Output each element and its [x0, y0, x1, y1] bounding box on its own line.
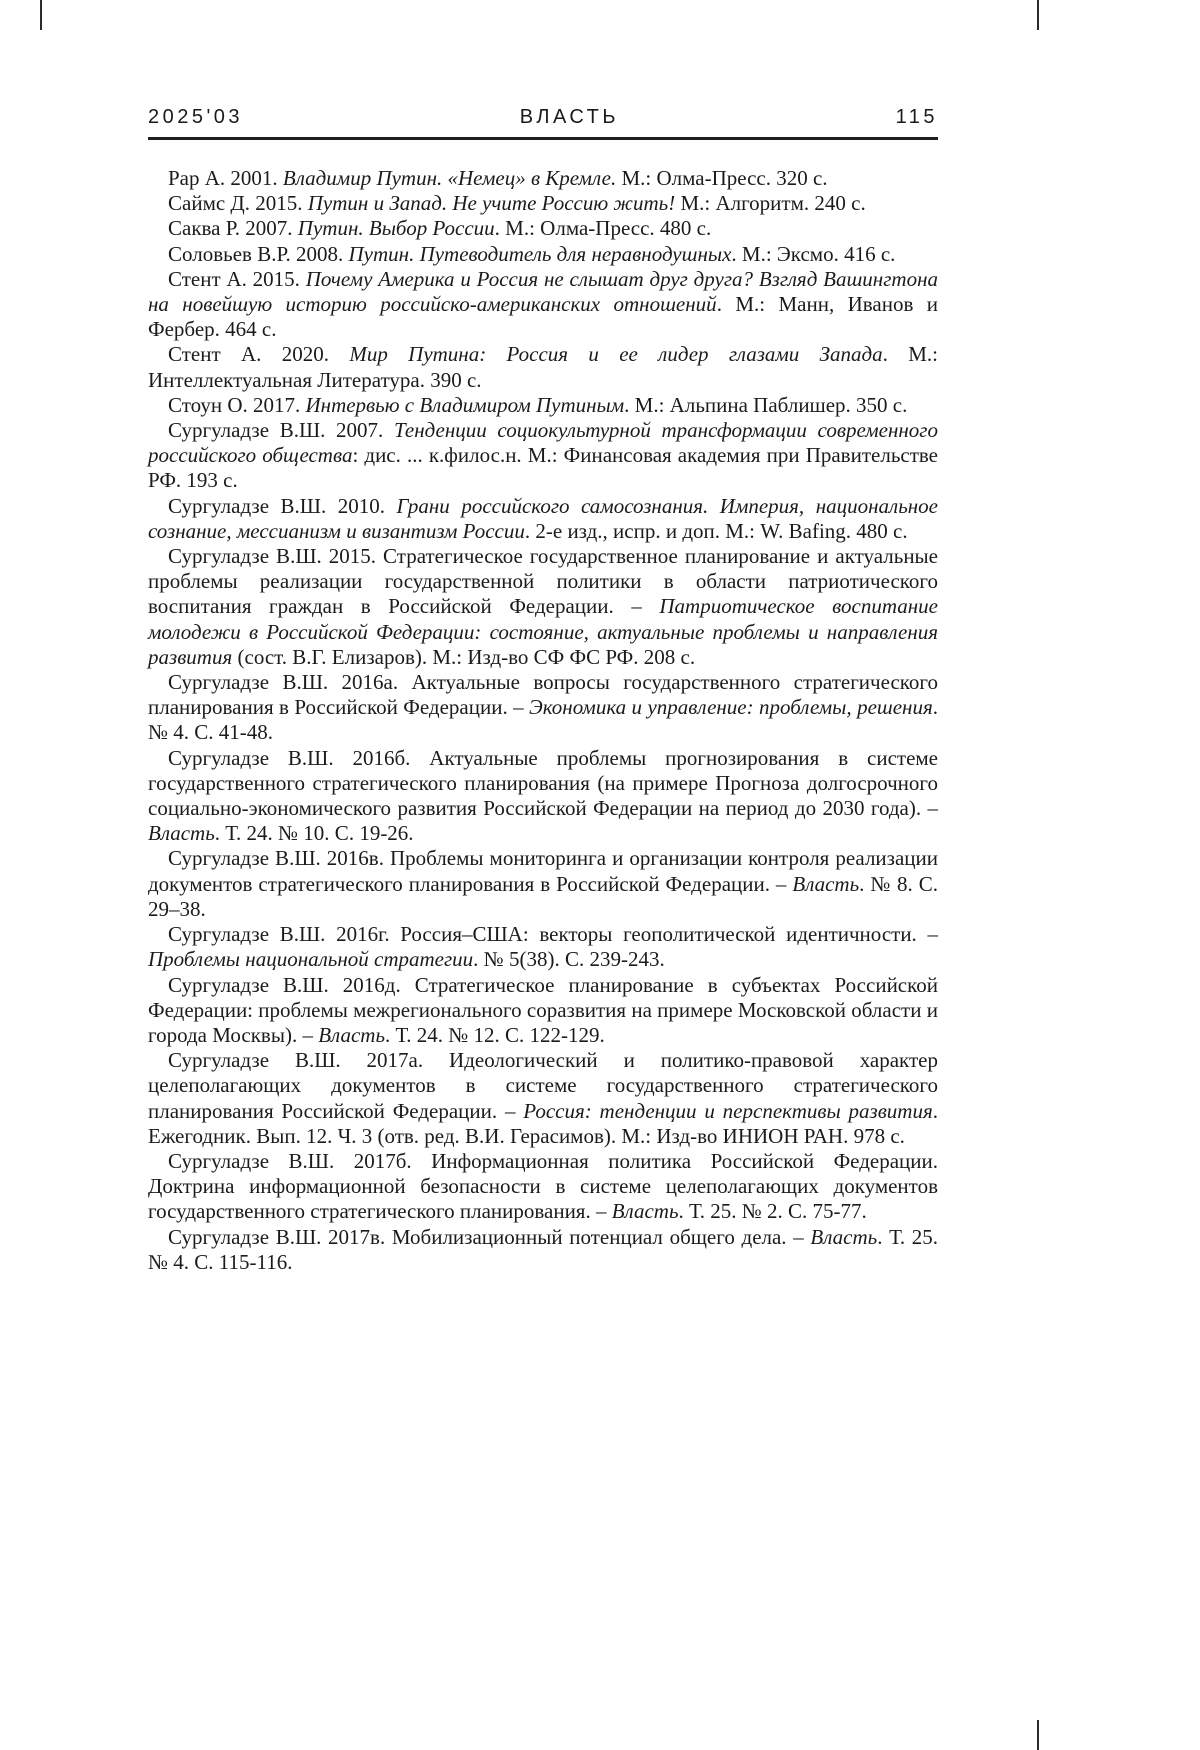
- reference-title-italic: Мир Путина: Россия и ее лидер глазами Запада: [349, 342, 883, 367]
- reference-title-italic: Владимир Путин. «Немец» в Кремле.: [282, 166, 617, 190]
- reference-title-italic: Интервью с Владимиром Путиным: [305, 392, 625, 417]
- reference-text: М.: Алгоритм. 240 с.: [675, 191, 866, 216]
- reference-text: . М.: Интеллектуальная Литература. 390 с.: [148, 342, 938, 392]
- reference-text: Сургуладзе В.Ш. 2010.: [168, 493, 397, 518]
- journal-title: ВЛАСТЬ: [519, 106, 619, 128]
- reference-text: Сургуладзе В.Ш. 2007.: [168, 418, 394, 443]
- crop-mark-top-left: [40, 0, 42, 30]
- reference-text: . Т. 24. № 12. С. 122-129.: [385, 1022, 605, 1047]
- reference-entry: [148, 1225, 938, 1275]
- reference-title-italic: Власть: [810, 1224, 878, 1249]
- reference-text: Сургуладзе В.Ш. 2017а. Идеологический и политико-правовой характер целеполагающих документов в системе государственного стратегического планирования Российской Федерации. –: [148, 1048, 938, 1123]
- reference-title-italic: Власть: [611, 1199, 679, 1224]
- reference-title-italic: Путин и Запад. Не учите Россию жить!: [307, 191, 676, 216]
- reference-title-italic: Власть: [792, 871, 860, 896]
- reference-text: Сургуладзе В.Ш. 2016б. Актуальные проблемы прогнозирования в системе государственного стратегического планирования (на примере Прогноза долгосрочного социально-экономического развития Российской Федерации на период до 2030 года). –: [148, 745, 938, 821]
- reference-entry: [148, 846, 938, 922]
- running-head: [148, 106, 938, 140]
- reference-text: . № 4. С. 41-48.: [148, 695, 938, 745]
- reference-entry: [148, 191, 938, 216]
- reference-text: . Ежегодник. Вып. 12. Ч. 3 (отв. ред. В.И. Герасимов). М.: Изд-во ИНИОН РАН. 978 с.: [148, 1098, 938, 1148]
- reference-title-italic: Проблемы национальной стратегии: [148, 947, 474, 972]
- reference-entry: [148, 267, 938, 343]
- reference-entry: [148, 544, 938, 670]
- crop-mark-bottom-right: [1037, 1720, 1039, 1750]
- reference-text: . М.: Альпина Паблишер. 350 с.: [624, 392, 908, 417]
- reference-text: Сургуладзе В.Ш. 2016в. Проблемы мониторинга и организации контроля реализации документов стратегического планирования в Российской Федерации. –: [148, 846, 938, 896]
- reference-text: . Т. 25. № 4. С. 115-116.: [148, 1224, 938, 1274]
- page-number: 115: [895, 106, 938, 128]
- reference-text: Рар А. 2001.: [168, 166, 283, 190]
- reference-text: . 2-е изд., испр. и доп. М.: W. Bafing. 480 с.: [524, 518, 908, 543]
- reference-title-italic: Россия: тенденции и перспективы развития: [523, 1098, 933, 1123]
- reference-text: Саймс Д. 2015.: [168, 191, 308, 216]
- reference-text: Саква Р. 2007.: [168, 216, 298, 241]
- reference-title-italic: Экономика и управление: проблемы, решения: [529, 695, 933, 720]
- reference-title-italic: Патриотическое воспитание молодежи в Российской Федерации: состояние, актуальные проблемы и направления развития: [148, 594, 938, 669]
- reference-text: . М.: Манн, Иванов и Фербер. 464 с.: [148, 292, 939, 342]
- reference-title-italic: Грани российского самосознания. Империя, национальное сознание, мессианизм и византизм России: [148, 493, 938, 543]
- references-list: [148, 166, 938, 1275]
- reference-text: . № 5(38). С. 239-243.: [473, 947, 665, 972]
- reference-entry: [148, 1048, 938, 1149]
- reference-text: . М.: Эксмо. 416 с.: [731, 241, 896, 266]
- reference-text: М.: Олма-Пресс. 320 с.: [616, 166, 828, 190]
- reference-entry: [148, 393, 938, 418]
- reference-text: (сост. В.Г. Елизаров). М.: Изд-во СФ ФС РФ. 208 с.: [232, 644, 696, 669]
- reference-text: . Т. 24. № 10. С. 19-26.: [214, 821, 414, 846]
- reference-text: . М.: Олма-Пресс. 480 с.: [494, 216, 712, 241]
- reference-entry: [148, 216, 938, 241]
- reference-title-italic: Власть: [148, 821, 215, 846]
- reference-text: Сургуладзе В.Ш. 2016д. Стратегическое планирование в субъектах Российской Федерации: проблемы межрегионального соразвития на примере Московской области и города Москвы). –: [148, 972, 938, 1047]
- reference-entry: [148, 342, 938, 392]
- reference-entry: [148, 922, 938, 972]
- reference-entry: [148, 670, 938, 746]
- reference-entry: [148, 494, 938, 544]
- reference-entry: [148, 166, 938, 191]
- reference-title-italic: Путин. Выбор России: [297, 216, 495, 241]
- reference-text: Стоун О. 2017.: [168, 392, 306, 417]
- reference-entry: [148, 242, 938, 267]
- reference-text: . № 8. С. 29–38.: [148, 871, 938, 921]
- reference-title-italic: Почему Америка и Россия не слышат друг друга? Взгляд Вашингтона на новейшую историю российско-американских отношений: [148, 266, 939, 317]
- reference-entry: [148, 973, 938, 1049]
- reference-text: Сургуладзе В.Ш. 2017в. Мобилизационный потенциал общего дела. –: [168, 1224, 811, 1249]
- reference-text: . Т. 25. № 2. С. 75-77.: [678, 1199, 867, 1224]
- reference-text: Стент А. 2015.: [168, 266, 306, 291]
- issue-number: 2025'03: [148, 106, 244, 128]
- reference-text: Сургуладзе В.Ш. 2017б. Информационная политика Российской Федерации. Доктрина информационной безопасности в системе целеполагающих документов государственного стратегического планирования. –: [148, 1148, 938, 1224]
- reference-text: Стент А. 2020.: [168, 342, 350, 367]
- reference-title-italic: Тенденции социокультурной трансформации современного российского общества: [148, 418, 938, 468]
- reference-title-italic: Путин. Путеводитель для неравнодушных: [348, 241, 732, 266]
- reference-text: Сургуладзе В.Ш. 2016г. Россия–США: векторы геополитической идентичности. –: [168, 922, 938, 947]
- reference-text: Сургуладзе В.Ш. 2016а. Актуальные вопросы государственного стратегического планирования в Российской Федерации. –: [148, 670, 938, 720]
- reference-text: : дис. ... к.филос.н. М.: Финансовая академия при Правительстве РФ. 193 с.: [148, 443, 939, 493]
- page-content: [148, 106, 938, 1275]
- reference-entry: [148, 746, 938, 847]
- reference-entry: [148, 1149, 938, 1225]
- reference-text: Сургуладзе В.Ш. 2015. Стратегическое государственное планирование и актуальные проблемы реализации государственной политики в области патриотического воспитания граждан в Российской Федерации. –: [148, 544, 938, 619]
- reference-entry: [148, 418, 938, 494]
- reference-text: Соловьев В.Р. 2008.: [168, 241, 349, 266]
- reference-title-italic: Власть: [318, 1022, 386, 1047]
- crop-mark-top-right: [1037, 0, 1039, 30]
